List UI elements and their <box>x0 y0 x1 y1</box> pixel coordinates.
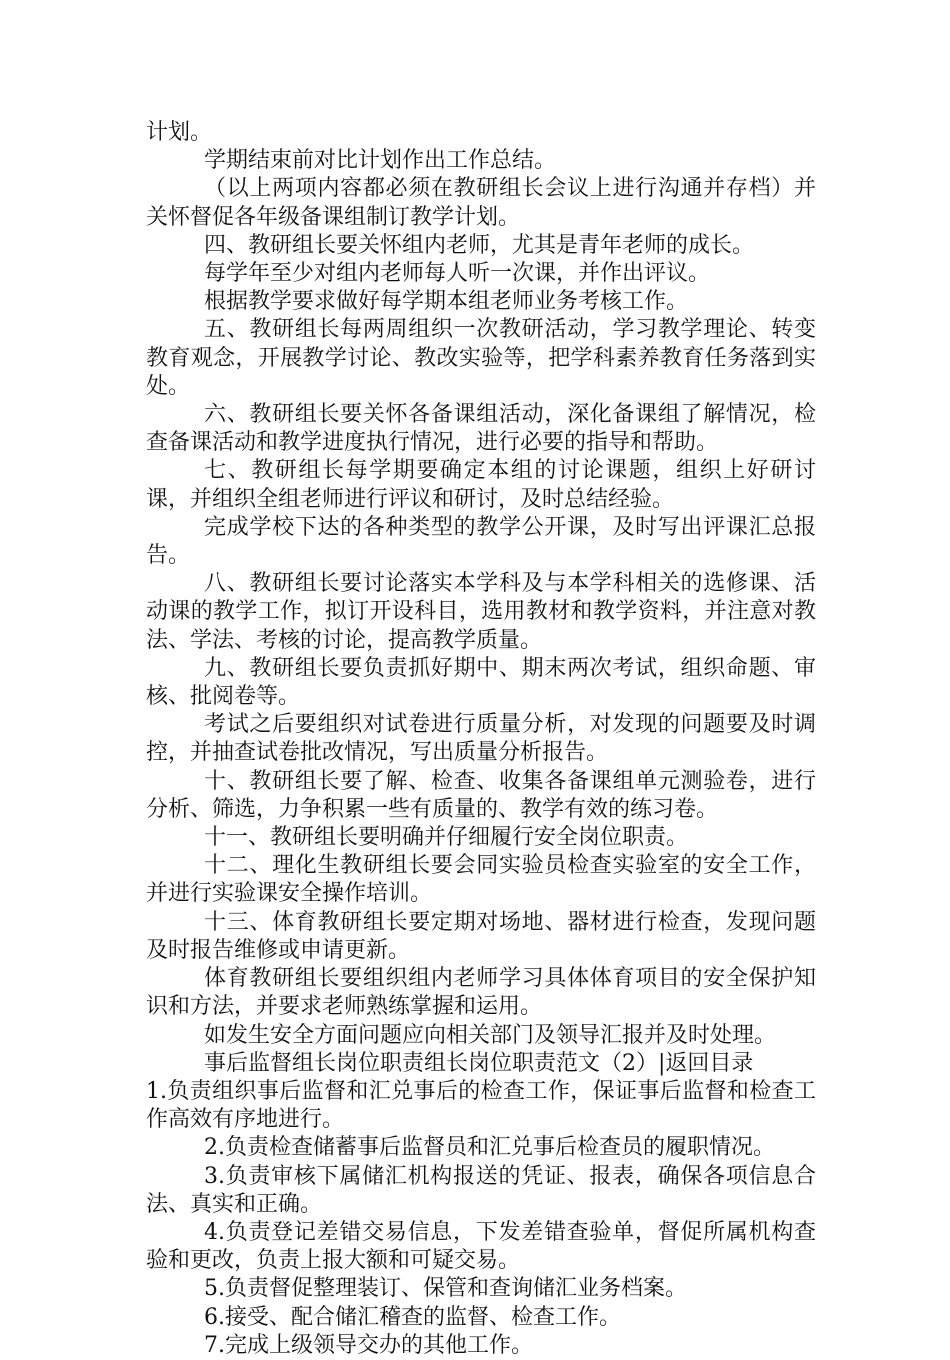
paragraph-19: 如发生安全方面问题应向相关部门及领导汇报并及时处理。 <box>204 1022 777 1048</box>
paragraph-5: 每学年至少对组内老师每人听一次课，并作出评议。 <box>204 261 711 287</box>
paragraph-13: 考试之后要组织对试卷进行质量分析，对发现的问题要及时调控，并抽查试卷批改情况，写出质量分析报告。 <box>146 712 816 766</box>
paragraph-2: 学期结束前对比计划作出工作总结。 <box>204 148 557 174</box>
duty-item-3: 3.负责审核下属储汇机构报送的凭证、报表，确保各项信息合法、真实和正确。 <box>146 1163 816 1217</box>
duty-item-5: 5.负责督促整理装订、保管和查询储汇业务档案。 <box>204 1276 687 1302</box>
paragraph-11: 八、教研组长要讨论落实本学科及与本学科相关的选修课、活动课的教学工作，拟订开设科目，选用教材和教学资料，并注意对教法、学法、考核的讨论，提高教学质量。 <box>146 571 816 653</box>
paragraph-1: 计划。 <box>146 120 213 145</box>
duty-item-1: 1.负责组织事后监督和汇兑事后的检查工作，保证事后监督和检查工作高效有序地进行。 <box>146 1078 816 1133</box>
paragraph-8: 六、教研组长要关怀各备课组活动，深化备课组了解情况，检查备课活动和教学进度执行情况，进行必要的指导和帮助。 <box>146 402 816 456</box>
section-heading: 事后监督组长岗位职责组长岗位职责范文（2）|返回目录 <box>204 1050 754 1076</box>
paragraph-3: （以上两项内容都必须在教研组长会议上进行沟通并存档）并关怀督促各年级备课组制订教学计划。 <box>146 176 816 230</box>
paragraph-10: 完成学校下达的各种类型的教学公开课，及时写出评课汇总报告。 <box>146 514 816 569</box>
paragraph-14: 十、教研组长要了解、检查、收集各备课组单元测验卷，进行分析、筛选，力争积累一些有质量的、教学有效的练习卷。 <box>146 768 816 822</box>
paragraph-6: 根据教学要求做好每学期本组老师业务考核工作。 <box>204 289 689 315</box>
paragraph-15: 十一、教研组长要明确并仔细履行安全岗位职责。 <box>204 825 689 851</box>
duty-item-6: 6.接受、配合储汇稽查的监督、检查工作。 <box>204 1304 621 1330</box>
paragraph-9: 七、教研组长每学期要确定本组的讨论课题，组织上好研讨课，并组织全组老师进行评议和研讨，及时总结经验。 <box>146 458 816 512</box>
duty-item-7: 7.完成上级领导交办的其他工作。 <box>204 1332 533 1358</box>
duty-item-4: 4.负责登记差错交易信息，下发差错查验单，督促所属机构查验和更改，负责上报大额和可疑交易。 <box>146 1219 816 1274</box>
paragraph-12: 九、教研组长要负责抓好期中、期末两次考试，组织命题、审核、批阅卷等。 <box>146 655 816 710</box>
duty-item-2: 2.负责检查储蓄事后监督员和汇兑事后检查员的履职情况。 <box>204 1135 775 1161</box>
paragraph-16: 十二、理化生教研组长要会同实验员检查实验室的安全工作，并进行实验课安全操作培训。 <box>146 853 816 907</box>
paragraph-17: 十三、体育教研组长要定期对场地、器材进行检查，发现问题及时报告维修或申请更新。 <box>146 909 816 963</box>
paragraph-7: 五、教研组长每两周组织一次教研活动，学习教学理论、转变教育观念，开展教学讨论、教改实验等，把学科素养教育任务落到实处。 <box>146 317 816 399</box>
paragraph-18: 体育教研组长要组织组内老师学习具体体育项目的安全保护知识和方法，并要求老师熟练掌握和运用。 <box>146 966 816 1020</box>
document-body <box>146 119 816 1360</box>
paragraph-4: 四、教研组长要关怀组内老师，尤其是青年老师的成长。 <box>204 232 755 258</box>
